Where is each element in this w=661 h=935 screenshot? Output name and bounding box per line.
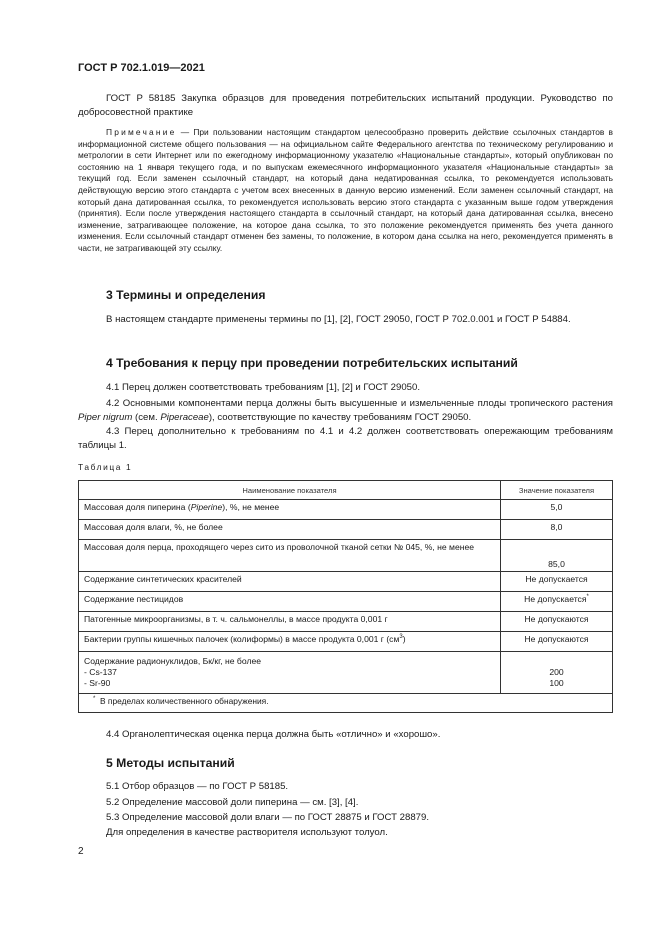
value-sr90: 100 [549, 678, 564, 688]
section-4-heading: 4 Требования к перцу при проведении потребительских испытаний [106, 356, 518, 370]
indicator-pathogens: Патогенные микроорганизмы, в т. ч. сальмонеллы, в массе продукта 0,001 г [79, 612, 501, 632]
radionuclide-cs137: - Cs-137 [84, 667, 117, 677]
page-number: 2 [78, 846, 84, 857]
clause-5-1: 5.1 Отбор образцов — по ГОСТ Р 58185. [106, 781, 289, 792]
table-row [79, 612, 613, 632]
clause-5-2: 5.2 Определение массовой доли пиперина — см. [3], [4]. [106, 797, 359, 808]
document-id-header: ГОСТ Р 702.1.019—2021 [78, 62, 205, 74]
value-text: Не допускается [524, 594, 587, 604]
value-coliforms: Не допускаются [501, 632, 613, 652]
table-row [79, 572, 613, 592]
indicator-text: Бактерии группы кишечных палочек (колиформы) в массе продукта 0,001 г (см [84, 634, 400, 644]
table-footnote-row [79, 694, 613, 713]
clause-4-3: 4.3 Перец дополнительно к требованиям по 4.1 и 4.2 должен соответствовать опережающим требованиям таблицы 1. [78, 426, 613, 451]
clause-4-4: 4.4 Органолептическая оценка перца должна быть «отлично» и «хорошо». [106, 729, 441, 740]
footnote-marker: * [586, 594, 589, 601]
table-row [79, 520, 613, 540]
note-label: Примечание [106, 127, 177, 137]
indicator-text: Массовая доля пиперина ( [84, 502, 191, 512]
indicator-moisture: Массовая доля влаги, %, не более [79, 520, 501, 540]
indicator-piperine [79, 500, 501, 520]
note-paragraph [78, 127, 613, 255]
value-pesticides [501, 592, 613, 612]
superscript-3: 3 [399, 634, 403, 641]
indicator-pesticides: Содержание пестицидов [79, 592, 501, 612]
indicator-synthetic-dyes: Содержание синтетических красителей [79, 572, 501, 592]
footnote-mark: * [93, 696, 96, 703]
value-pathogens: Не допускаются [501, 612, 613, 632]
clause-4-2-latin-family: Piperaceae [160, 411, 209, 423]
value-cs137: 200 [549, 667, 564, 677]
indicator-latin: Piperine [190, 502, 223, 512]
indicator-coliforms [79, 632, 501, 652]
radionuclide-sr90: - Sr-90 [84, 678, 111, 688]
column-header-indicator: Наименование показателя [79, 481, 501, 500]
requirements-table [78, 480, 613, 713]
clause-4-1: 4.1 Перец должен соответствовать требованиям [1], [2] и ГОСТ 29050. [106, 382, 421, 393]
column-header-value: Значение показателя [501, 481, 613, 500]
value-sieve-fraction: 85,0 [501, 540, 613, 572]
footnote-text: В пределах количественного обнаружения. [100, 696, 269, 706]
clause-4-2 [78, 397, 613, 424]
clause-4-2-part-c: ), соответствующие по качеству требованиям ГОСТ 29050. [208, 411, 472, 423]
table-row [79, 592, 613, 612]
table-header-row [79, 481, 613, 500]
indicator-text: Содержание радионуклидов, Бк/кг, не более [84, 656, 262, 666]
value-synthetic-dyes: Не допускается [501, 572, 613, 592]
indicator-radionuclides [79, 652, 501, 694]
indicator-text: ) [402, 634, 406, 644]
table-row [79, 652, 613, 694]
clause-5-3: 5.3 Определение массовой доли влаги — по ГОСТ 28875 и ГОСТ 28879. [106, 812, 429, 823]
section-3-text: В настоящем стандарте применены термины по [1], [2], ГОСТ 29050, ГОСТ Р 702.0.001 и ГОСТ Р 54884. [106, 314, 571, 325]
table-footnote [79, 694, 613, 713]
indicator-sieve-fraction: Массовая доля перца, проходящего через сито из проволочной тканой сетки № 045, %, не менее [79, 540, 501, 572]
clause-5-3-solvent: Для определения в качестве растворителя используют толуол. [106, 827, 388, 838]
reference-entry-gost-58185: ГОСТ Р 58185 Закупка образцов для проведения потребительских испытаний продукции. Руководство по добросовестной практике [78, 93, 613, 118]
clause-4-2-part-b: (сем. [132, 411, 161, 423]
indicator-text: ), %, не менее [222, 502, 280, 512]
value-moisture: 8,0 [501, 520, 613, 540]
clause-4-2-part-a: 4.2 Основными компонентами перца должны быть высушенные и измельченные плоды тропического растения [106, 398, 613, 409]
table-row [79, 540, 613, 572]
table-row [79, 500, 613, 520]
note-text: — При пользовании настоящим стандартом целесообразно проверить действие ссылочных стандартов в информационной системе общего пользования — на официальном сайте Федерального агентства по техническому регулированию и метрологии в сети Интернет или по ежегодному информационному указателю «Национальные стандарты», который опубликован по состоянию на 1 января текущего года, и по выпускам ежемесячного информационного указателя «Национальные стандарты» за текущий год. Если заменен ссылочный стандарт, на который дана недатированная ссылка, то рекомендуется использовать действующую версию этого стандарта с учетом всех внесенных в данную версию изменений. Если заменен ссылочный стандарт, на который дана датированная ссылка, то рекомендуется использовать версию этого стандарта с указанным выше годом утверждения (принятия). Если после утверждения настоящего стандарта в ссылочный стандарт, на который дана датированная ссылка, внесено изменение, затрагивающее положение, на которое дана ссылка, то это положение рекомендуется применять без учета данного изменения. Если ссылочный стандарт отменен без замены, то положение, в котором дана ссылка на него, рекомендуется применять в части, не затрагивающей эту ссылку. [78, 127, 614, 253]
section-5-heading: 5 Методы испытаний [106, 756, 235, 770]
section-3-heading: 3 Термины и определения [106, 288, 266, 302]
table-row [79, 632, 613, 652]
clause-4-2-latin-species: Piper nigrum [78, 411, 133, 423]
value-radionuclides [501, 652, 613, 694]
value-piperine: 5,0 [501, 500, 613, 520]
table-1-label: Таблица 1 [78, 462, 133, 472]
